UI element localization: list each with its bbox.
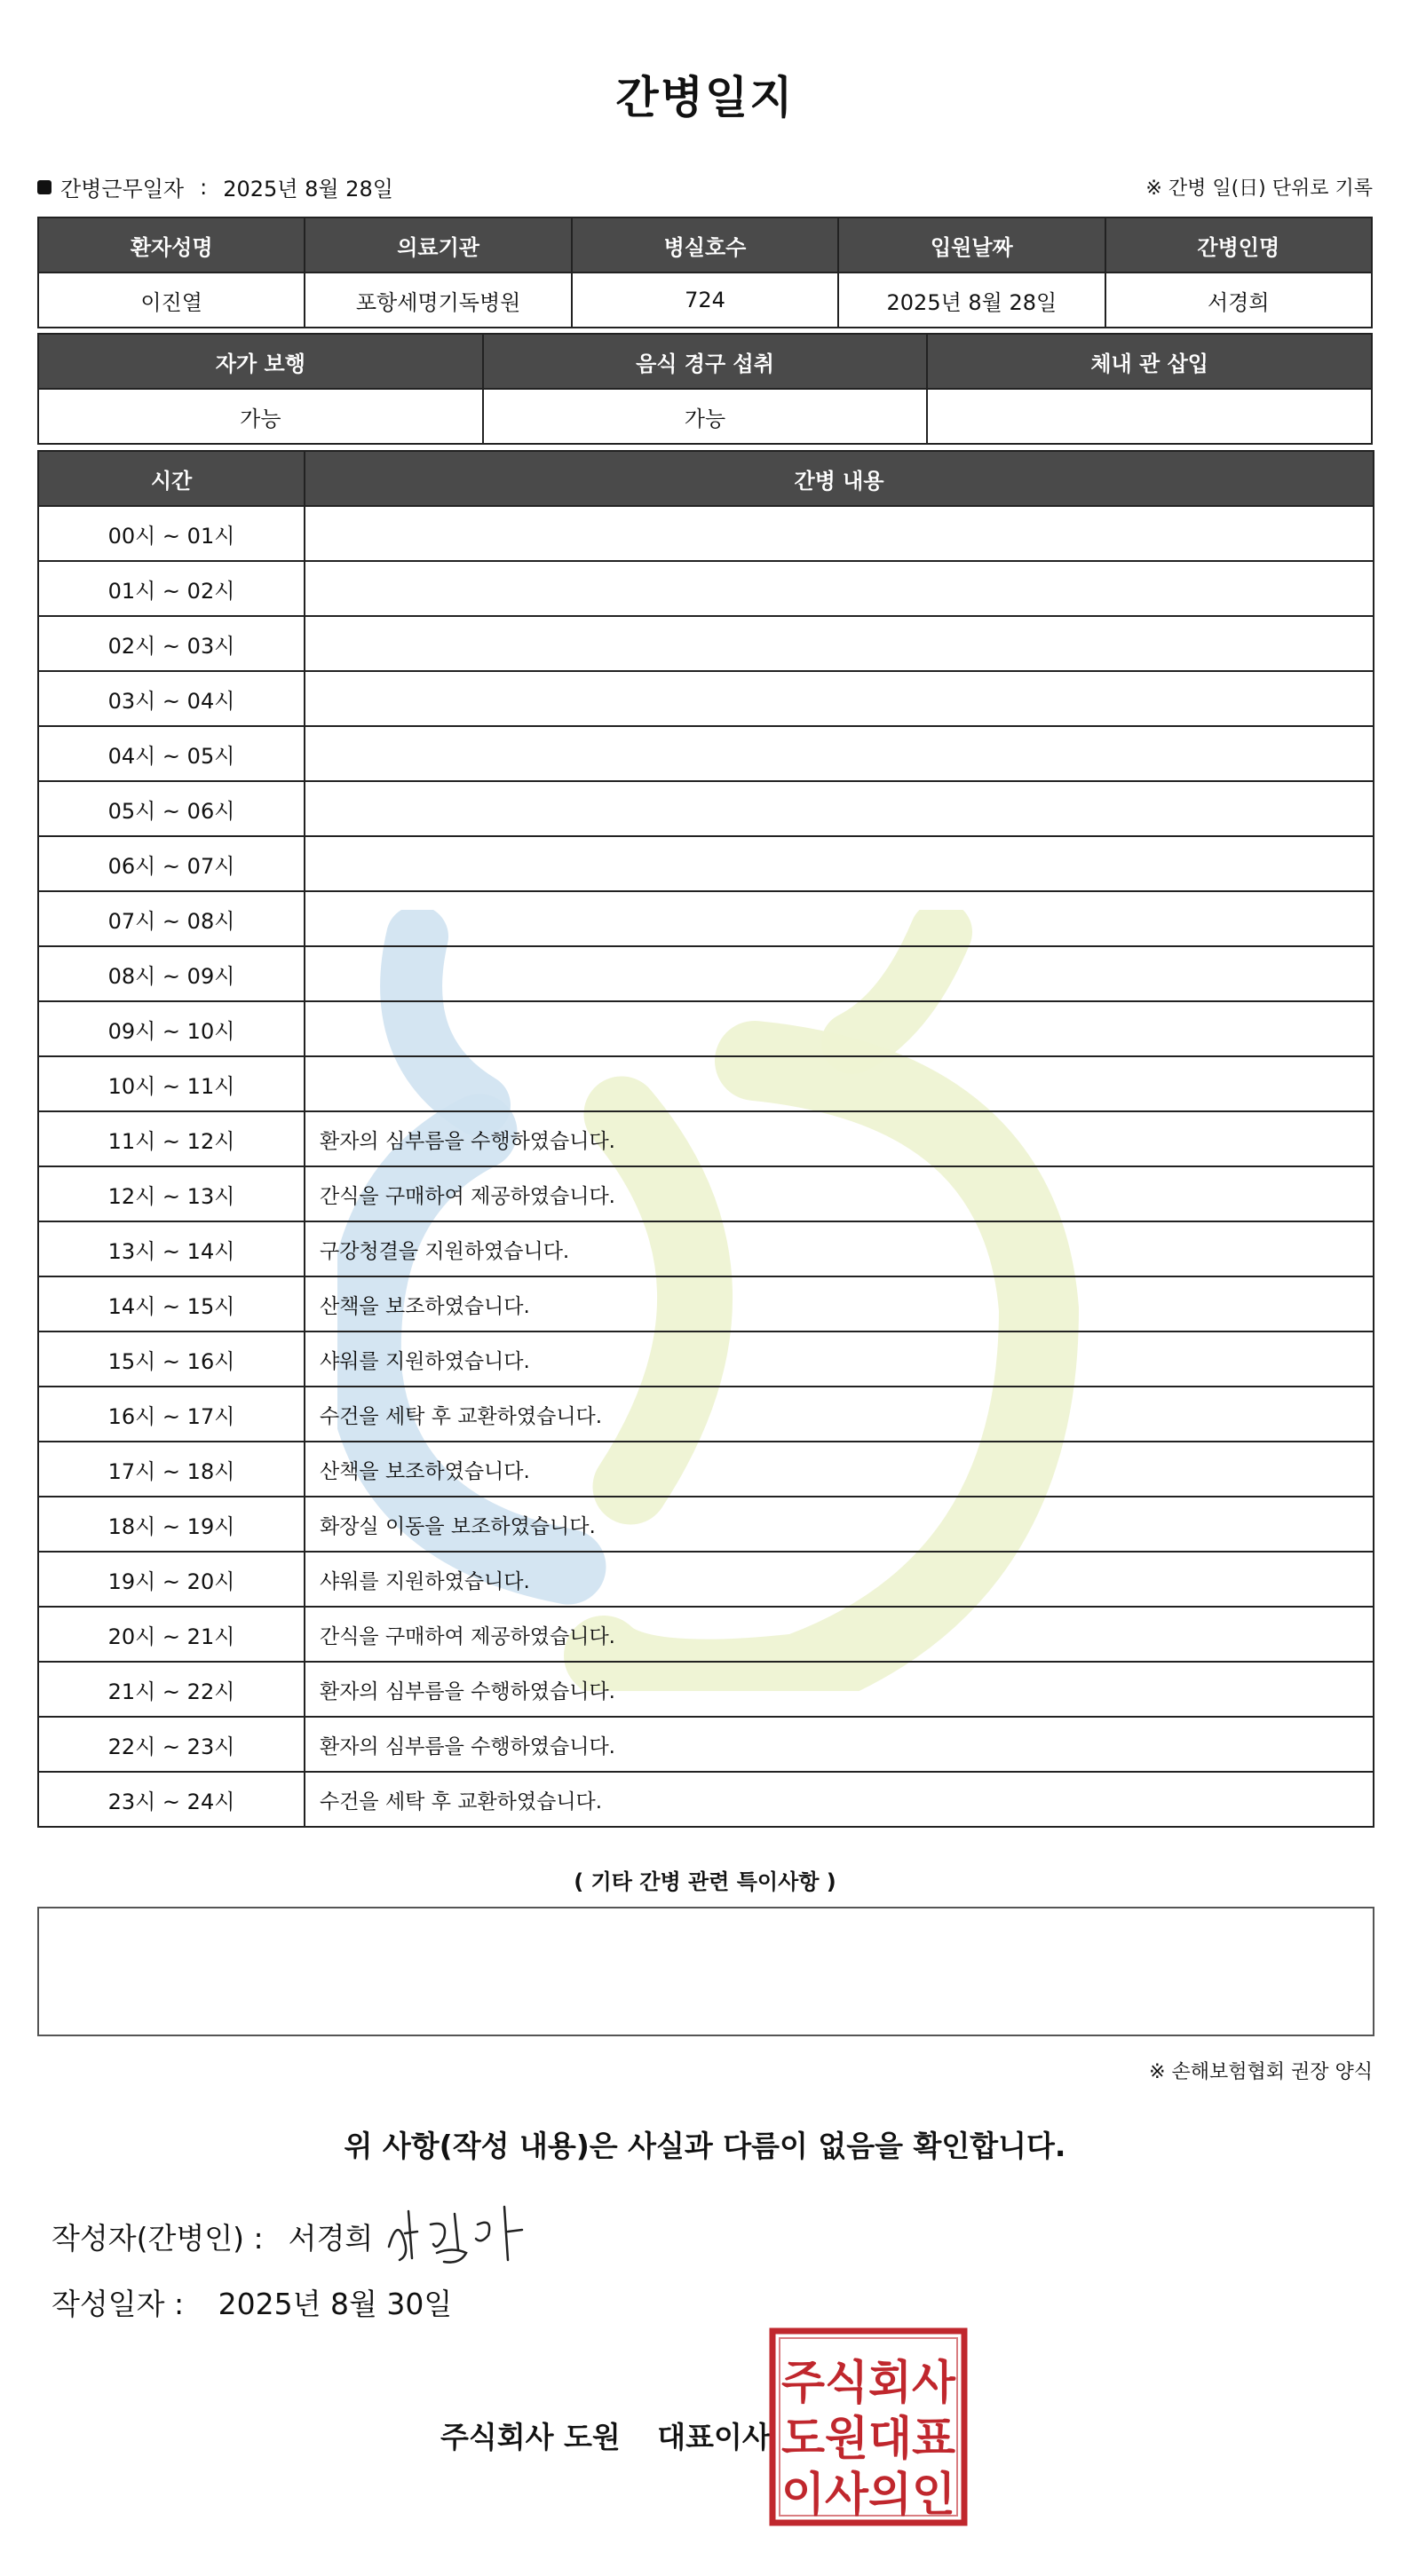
- care-log-table: [37, 450, 1374, 1828]
- care-log-time: 02시 ~ 03시: [38, 616, 305, 671]
- header-admission-date: 입원날짜: [838, 217, 1105, 273]
- care-log-row: [38, 1056, 1374, 1111]
- care-log-row: [38, 1276, 1374, 1331]
- care-log-row: [38, 1662, 1374, 1717]
- care-log-content: [305, 836, 1374, 891]
- care-log-content: 환자의 심부름을 수행하였습니다.: [305, 1111, 1374, 1166]
- writer-label: 작성자(간병인) :: [51, 2221, 264, 2256]
- care-log-row: [38, 1221, 1374, 1276]
- care-log-content: [305, 616, 1374, 671]
- written-date-row: [51, 2281, 452, 2323]
- svg-text:주식회사: 주식회사: [781, 2357, 956, 2410]
- care-log-row: [38, 1111, 1374, 1166]
- care-log-row: [38, 946, 1374, 1001]
- work-date-row: [37, 171, 393, 202]
- care-log-content: [305, 506, 1374, 561]
- care-log-content: [305, 1001, 1374, 1056]
- company-name: 주식회사 도원: [440, 2420, 621, 2454]
- care-log-content: 화장실 이동을 보조하였습니다.: [305, 1497, 1374, 1552]
- care-log-content: 간식을 구매하여 제공하였습니다.: [305, 1166, 1374, 1221]
- header-tube-insertion: 체내 관 삽입: [927, 334, 1372, 389]
- company-representative: 대표이사: [657, 2420, 771, 2454]
- care-log-row: [38, 561, 1374, 616]
- care-log-time: 14시 ~ 15시: [38, 1276, 305, 1331]
- care-log-row: [38, 1552, 1374, 1607]
- care-log-time: 13시 ~ 14시: [38, 1221, 305, 1276]
- care-log-row: [38, 616, 1374, 671]
- care-log-row: [38, 1166, 1374, 1221]
- care-log-row: [38, 1442, 1374, 1497]
- care-log-time: 15시 ~ 16시: [38, 1331, 305, 1387]
- care-log-body: [38, 506, 1374, 1827]
- care-log-content: [305, 726, 1374, 781]
- room-number-value: 724: [572, 273, 838, 328]
- care-log-time: 17시 ~ 18시: [38, 1442, 305, 1497]
- care-log-time: 03시 ~ 04시: [38, 671, 305, 726]
- status-value-row: [38, 389, 1372, 444]
- header-oral-intake: 음식 경구 섭취: [483, 334, 928, 389]
- bullet-icon: [37, 180, 51, 194]
- institution-value: 포항세명기독병원: [305, 273, 571, 328]
- care-log-content: [305, 781, 1374, 836]
- insurance-form-note: ※ 손해보험협회 권장 양식: [1149, 2061, 1373, 2083]
- care-log-content: [305, 1056, 1374, 1111]
- page-title: 간병일지: [615, 72, 795, 123]
- header-care-content: 간병 내용: [305, 451, 1374, 506]
- writer-row: [51, 2216, 373, 2257]
- written-date-label: 작성일자 :: [51, 2287, 185, 2321]
- patient-status-table: [37, 333, 1373, 445]
- work-date-value: 2025년 8월 28일: [223, 177, 393, 201]
- care-log-row: [38, 726, 1374, 781]
- care-log-row: [38, 1607, 1374, 1662]
- company-signature-line: [440, 2414, 771, 2456]
- care-log-row: [38, 1001, 1374, 1056]
- care-log-time: 09시 ~ 10시: [38, 1001, 305, 1056]
- care-log-row: [38, 1387, 1374, 1442]
- header-self-walking: 자가 보행: [38, 334, 483, 389]
- care-log-row: [38, 781, 1374, 836]
- care-log-time: 20시 ~ 21시: [38, 1607, 305, 1662]
- care-log-content: [305, 891, 1374, 946]
- care-log-content: 환자의 심부름을 수행하였습니다.: [305, 1662, 1374, 1717]
- header-institution: 의료기관: [305, 217, 571, 273]
- header-room-number: 병실호수: [572, 217, 838, 273]
- care-log-time: 00시 ~ 01시: [38, 506, 305, 561]
- company-seal-stamp: [769, 2327, 968, 2526]
- svg-text:이사의인: 이사의인: [781, 2469, 955, 2522]
- care-log-row: [38, 671, 1374, 726]
- tube-insertion-value: [927, 389, 1372, 444]
- care-log-row: [38, 1717, 1374, 1772]
- care-log-row: [38, 1331, 1374, 1387]
- header-patient-name: 환자성명: [38, 217, 305, 273]
- care-log-content: 구강청결을 지원하였습니다.: [305, 1221, 1374, 1276]
- care-log-row: [38, 506, 1374, 561]
- care-log-content: 샤워를 지원하였습니다.: [305, 1552, 1374, 1607]
- special-notes-label: ( 기타 간병 관련 특이사항 ): [574, 1869, 836, 1894]
- patient-info-value-row: [38, 273, 1372, 328]
- care-log-row: [38, 1772, 1374, 1827]
- care-log-time: 06시 ~ 07시: [38, 836, 305, 891]
- self-walking-value: 가능: [38, 389, 483, 444]
- care-log-time: 08시 ~ 09시: [38, 946, 305, 1001]
- care-log-time: 16시 ~ 17시: [38, 1387, 305, 1442]
- care-log-time: 10시 ~ 11시: [38, 1056, 305, 1111]
- care-log-content: [305, 561, 1374, 616]
- header-time: 시간: [38, 451, 305, 506]
- care-log-content: 수건을 세탁 후 교환하였습니다.: [305, 1387, 1374, 1442]
- care-log-content: 환자의 심부름을 수행하였습니다.: [305, 1717, 1374, 1772]
- care-log-time: 07시 ~ 08시: [38, 891, 305, 946]
- care-log-time: 19시 ~ 20시: [38, 1552, 305, 1607]
- care-log-content: [305, 671, 1374, 726]
- oral-intake-value: 가능: [483, 389, 928, 444]
- care-log-time: 21시 ~ 22시: [38, 1662, 305, 1717]
- writer-name: 서경희: [288, 2221, 374, 2256]
- work-date-label: 간병근무일자: [60, 177, 185, 201]
- handwritten-signature: [382, 2198, 533, 2269]
- special-notes-box: [37, 1907, 1374, 2036]
- patient-info-header-row: [38, 217, 1372, 273]
- care-log-content: 간식을 구매하여 제공하였습니다.: [305, 1607, 1374, 1662]
- care-log-time: 11시 ~ 12시: [38, 1111, 305, 1166]
- caregiver-name-value: 서경희: [1105, 273, 1372, 328]
- work-date-colon: :: [200, 174, 208, 200]
- day-unit-note: ※ 간병 일(日) 단위로 기록: [1145, 178, 1373, 200]
- care-log-row: [38, 1497, 1374, 1552]
- care-log-time: 01시 ~ 02시: [38, 561, 305, 616]
- care-log-content: [305, 946, 1374, 1001]
- care-log-row: [38, 891, 1374, 946]
- header-caregiver-name: 간병인명: [1105, 217, 1372, 273]
- care-log-content: 산책을 보조하였습니다.: [305, 1276, 1374, 1331]
- status-header-row: [38, 334, 1372, 389]
- written-date-value: 2025년 8월 30일: [218, 2287, 453, 2321]
- care-log-time: 05시 ~ 06시: [38, 781, 305, 836]
- care-log-content: 샤워를 지원하였습니다.: [305, 1331, 1374, 1387]
- care-log-time: 04시 ~ 05시: [38, 726, 305, 781]
- care-log-content: 수건을 세탁 후 교환하였습니다.: [305, 1772, 1374, 1827]
- care-log-time: 23시 ~ 24시: [38, 1772, 305, 1827]
- patient-info-table: [37, 217, 1373, 328]
- admission-date-value: 2025년 8월 28일: [838, 273, 1105, 328]
- care-log-header-row: [38, 451, 1374, 506]
- care-log-time: 12시 ~ 13시: [38, 1166, 305, 1221]
- care-log-time: 22시 ~ 23시: [38, 1717, 305, 1772]
- care-log-content: 산책을 보조하였습니다.: [305, 1442, 1374, 1497]
- care-log-row: [38, 836, 1374, 891]
- patient-name-value: 이진열: [38, 273, 305, 328]
- confirmation-statement: 위 사항(작성 내용)은 사실과 다름이 없음을 확인합니다.: [344, 2129, 1066, 2163]
- svg-text:도원대표: 도원대표: [781, 2413, 955, 2466]
- care-log-time: 18시 ~ 19시: [38, 1497, 305, 1552]
